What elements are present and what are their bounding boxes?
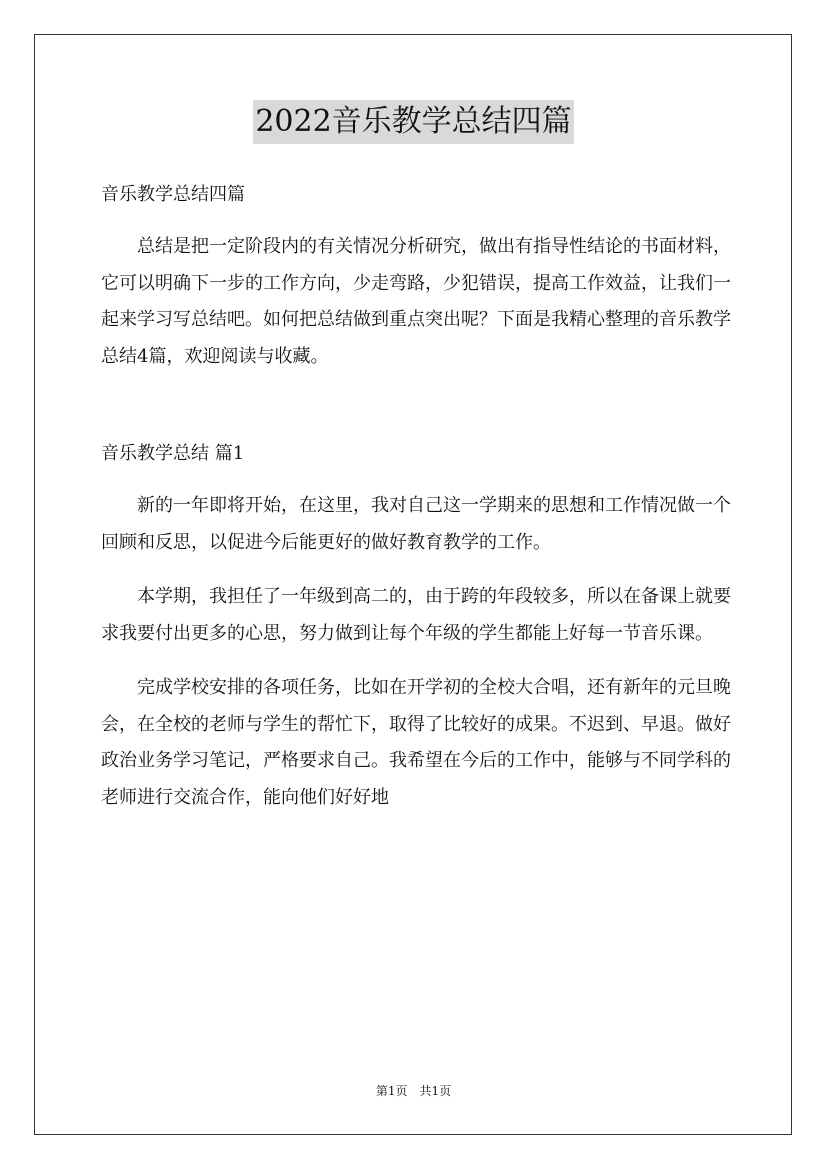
page-total: 共1页 <box>419 1084 452 1098</box>
intro-heading: 音乐教学总结四篇 <box>101 184 245 205</box>
section1-paragraph-1: 新的一年即将开始，在这里，我对自己这一学期来的思想和工作情况做一个回顾和反思，以促进今后能更好的做好教育教学的工作。 <box>101 495 731 553</box>
section1-heading: 音乐教学总结 篇1 <box>101 443 245 464</box>
document-title: 2022音乐教学总结四篇 <box>253 100 573 144</box>
section1-paragraph-2: 本学期，我担任了一年级到高二的，由于跨的年段较多，所以在备课上就要求我要付出更多的心思，努力做到让每个年级的学生都能上好每一节音乐课。 <box>101 586 731 644</box>
section1-paragraph-3: 完成学校安排的各项任务，比如在开学初的全校大合唱，还有新年的元旦晚会，在全校的老师与学生的帮忙下，取得了比较好的成果。不迟到、早退。做好政治业务学习笔记，严格要求自己。我希望在今后的工作中，能够与不同学科的老师进行交流合作，能向他们好好地 <box>101 677 731 808</box>
page-footer <box>0 1082 827 1100</box>
title-wrap <box>0 100 827 144</box>
intro-paragraph: 总结是把一定阶段内的有关情况分析研究，做出有指导性结论的书面材料，它可以明确下一步的工作方向，少走弯路，少犯错误，提高工作效益，让我们一起来学习写总结吧。如何把总结做到重点突出呢？下面是我精心整理的音乐教学总结4篇，欢迎阅读与收藏。 <box>101 236 731 367</box>
page-number: 第1页 <box>375 1084 408 1098</box>
document-body <box>101 178 731 816</box>
